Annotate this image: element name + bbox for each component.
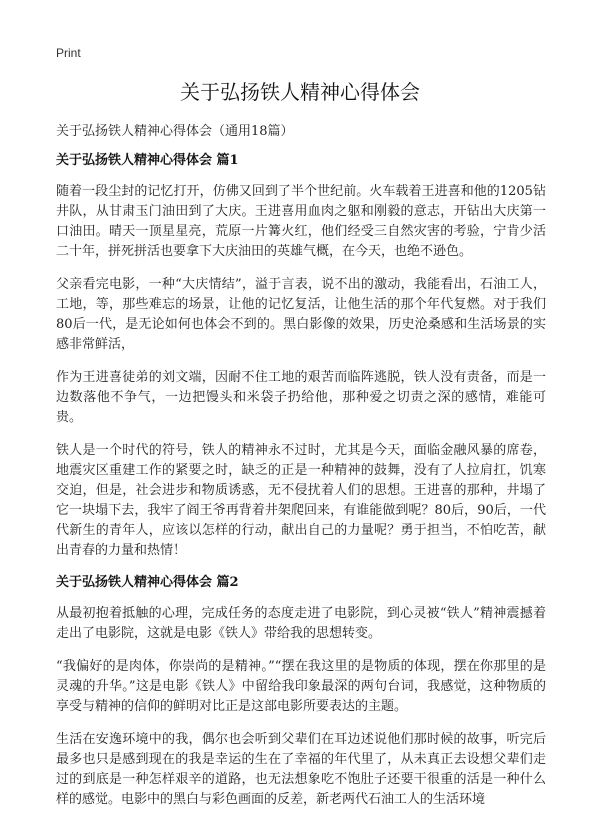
- section-heading: 关于弘扬铁人精神心得体会 篇2: [56, 575, 239, 590]
- paragraph: “我偏好的是肉体，你崇尚的是精神。”“摆在我这里的是物质的体现，摆在你那里的是灵魂的升华。”这是电影《铁人》中留给我印象最深的两句台词，我感觉，这种物质的享受与精神的信仰的鲜明对比正是这部电影所要表达的主题。: [56, 659, 546, 714]
- paragraph: 从最初抱着抵触的心理，完成任务的态度走进了电影院，到心灵被“铁人”精神震撼着走出了电影院，这就是电影《铁人》带给我的思想转变。: [56, 606, 546, 641]
- section-1: [56, 152, 546, 561]
- document-body: [56, 152, 546, 823]
- paragraph: 生活在安逸环境中的我，偶尔也会听到父辈们在耳边述说他们那时候的故事，听完后最多也只是感到现在的我是幸运的生在了幸福的年代里了，从未真正去设想父辈们走过的到底是一种怎样艰辛的道路，也无法想象吃不饱肚子还要干很重的活是一种什么样的感觉。电影中的黑白与彩色画面的反差，新老两代石油工人的生活环境: [56, 732, 546, 807]
- paragraph: 父亲看完电影，一种“大庆情结”，溢于言表，说不出的激动，我能看出，石油工人，工地，等，那些难忘的场景，让他的记忆复活，让他生活的那个年代复燃。对于我们80后一代，是无论如何也体会不到的。黑白影像的效果，历史沧桑感和生活场景的实感非常鲜活，: [56, 277, 546, 352]
- paragraph: 作为王进喜徒弟的刘文端，因耐不住工地的艰苦而临阵逃脱，铁人没有责备，而是一边数落他不争气，一边把馒头和米袋子扔给他，那种爱之切责之深的感情，难能可贵。: [56, 370, 546, 425]
- section-heading: 关于弘扬铁人精神心得体会 篇1: [56, 153, 239, 168]
- print-link[interactable]: Print: [56, 46, 81, 60]
- page-title: 关于弘扬铁人精神心得体会: [180, 80, 420, 104]
- paragraph: 随着一段尘封的记忆打开，仿佛又回到了半个世纪前。火车载着王进喜和他的1205钻井队，从甘肃玉门油田到了大庆。王进喜用血肉之躯和刚毅的意志，开钻出大庆第一口油田。晴天一顶星星亮，荒原一片篝火红，他们经受三自然灾害的考验，宁肯少活二十年，拼死拼活也要拿下大庆油田的英雄气概，在今天，也绝不逊色。: [56, 184, 546, 259]
- section-2: [56, 574, 546, 810]
- paragraph: 铁人是一个时代的符号，铁人的精神永不过时，尤其是今天，面临金融风暴的席卷，地震灾区重建工作的紧要之时，缺乏的正是一种精神的鼓舞，没有了人拉肩扛，饥寒交迫，但是，社会进步和物质诱惑，无不侵扰着人们的思想。王进喜的那种，井塌了它一块塌下去，我牢了阎王爷再背着井架爬回来，有谁能做到呢？80后，90后，一代代新生的青年人，应该以怎样的行动，献出自己的力量呢？勇于担当，不怕吃苦，献出青春的力量和热情！: [56, 443, 546, 558]
- document-subtitle: 关于弘扬铁人精神心得体会（通用18篇）: [56, 124, 294, 139]
